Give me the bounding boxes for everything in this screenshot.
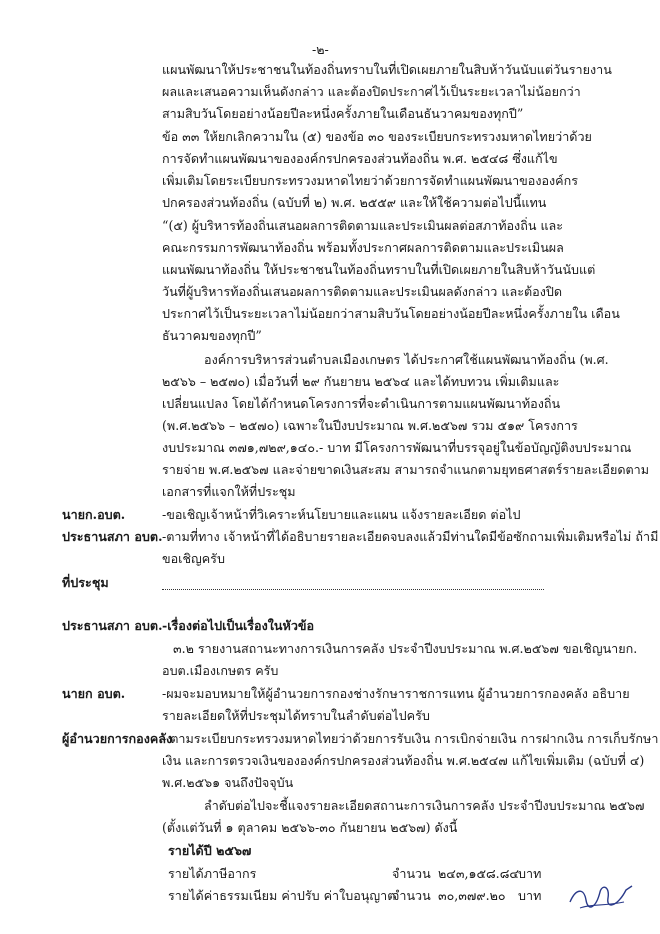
blank-line — [162, 588, 544, 590]
speech-line: -ตามที่ทาง เจ้าหน้าที่ได้อธิบายรายละเอียดจบลงแล้วมีท่านใดมีข้อซักถามเพิ่มเติมหรือไม่ ถ้ามี — [162, 529, 659, 544]
para3-line: คณะกรรมการพัฒนาท้องถิ่น พร้อมทั้งประกาศผลการติดตามและประเมินผล — [162, 240, 564, 255]
para4-line: งบประมาณ ๓๗๑,๗๒๙,๑๔๐.- บาท มีโครงการพัฒนาที่บรรจุอยู่ในข้อบัญญัติงบประมาณ — [162, 440, 632, 455]
para4-line: รายจ่าย พ.ศ.๒๕๖๗ และจ่ายขาดเงินสะสม สามารถจำแนกตามยุทธศาสตร์รายละเอียดตาม — [162, 462, 650, 477]
income-amount: ๓๐,๓๗๙.๒๐ — [438, 888, 506, 903]
agenda-item-title: ๓.๒ รายงานสถานะทางการเงินการคลัง ประจำปีงบประมาณ พ.ศ.๒๕๖๗ ขอเชิญนายก. — [173, 641, 638, 656]
income-unit: บาท — [518, 866, 542, 881]
speech-line: -เรื่องต่อไปเป็นเรื่องในหัวข้อ — [162, 618, 315, 633]
para3-line: ประกาศไว้เป็นระยะเวลาไม่น้อยกว่าสามสิบวันโดยอย่างน้อยปีละหนึ่งครั้งภายใน เดือน — [162, 306, 620, 321]
income-unit: บาท — [518, 888, 542, 903]
para1-line: ผลและเสนอความเห็นดังกล่าว และต้องปิดประกาศไว้เป็นระยะเวลาไม่น้อยกว่า — [162, 84, 581, 99]
income-amount-label: จำนวน — [392, 888, 431, 903]
speech-line: (ตั้งแต่วันที่ ๑ ตุลาคม ๒๕๖๖-๓๐ กันยายน ๒๕๖๗) ดังนี้ — [162, 820, 458, 835]
speech-line: -ผมจะมอบหมายให้ผู้อำนวยการกองช่างรักษาราชการแทน ผู้อำนวยการกองคลัง อธิบาย — [162, 686, 630, 701]
speaker-label: ผู้อำนวยการกองคลัง — [62, 731, 173, 746]
agenda-item-title: อบต.เมืองเกษตร ครับ — [162, 663, 279, 678]
speech-line: ขอเชิญครับ — [162, 551, 225, 566]
para4-line: เอกสารที่แจกให้ที่ประชุม — [162, 484, 296, 499]
income-label: รายได้ภาษีอากร — [168, 866, 257, 881]
speaker-label: ประธานสภา อบต. — [62, 529, 163, 544]
para1-line: แผนพัฒนาให้ประชาชนในท้องถิ่นทราบในที่เปิดเผยภายในสิบห้าวันนับแต่วันรายงาน — [162, 62, 612, 77]
handwritten-signature — [566, 878, 636, 914]
para3-line: “(๕) ผู้บริหารท้องถิ่นเสนอผลการติดตามและประเมินผลต่อสภาท้องถิ่น และ — [162, 218, 564, 233]
para1-line: สามสิบวันโดยอย่างน้อยปีละหนึ่งครั้งภายในเดือนธันวาคมของทุกปี” — [162, 106, 524, 121]
speaker-label: นายก.อบต. — [62, 507, 126, 522]
speaker-label: นายก อบต. — [62, 686, 126, 701]
speaker-label: ประธานสภา อบต. — [62, 618, 163, 633]
para4-line: (พ.ศ.๒๕๖๖ – ๒๕๗๐) เฉพาะในปีงบประมาณ พ.ศ.๒๕๖๗ รวม ๕๑๙ โครงการ — [162, 418, 578, 433]
income-label: รายได้ค่าธรรมเนียม ค่าปรับ ค่าใบอนุญาต — [168, 888, 396, 903]
income-heading: รายได้ปี ๒๕๖๗ — [168, 843, 252, 858]
speech-line: ลำดับต่อไปจะชี้แจงรายละเอียดสถานะการเงินการคลัง ประจำปีงบประมาณ ๒๕๖๗ — [204, 798, 645, 813]
para3-line: ธันวาคมของทุกปี” — [162, 328, 262, 343]
page-number: -๒- — [312, 42, 329, 57]
speech-line: -ขอเชิญเจ้าหน้าที่วิเคราะห์นโยบายและแผน แจ้งรายละเอียด ต่อไป — [162, 507, 521, 522]
para4-line: เปลี่ยนแปลง โดยได้กำหนดโครงการที่จะดำเนินการตามแผนพัฒนาท้องถิ่น — [162, 396, 561, 411]
para2-line: การจัดทำแผนพัฒนาขององค์กรปกครองส่วนท้องถิ่น พ.ศ. ๒๕๔๘ ซึ่งแก้ไข — [162, 151, 558, 166]
speech-line: เงิน และการตรวจเงินขององค์กรปกครองส่วนท้องถิ่น พ.ศ.๒๕๔๗ แก้ไขเพิ่มเติม (ฉบับที่ ๔) — [162, 753, 645, 768]
para2-line: เพิ่มเติมโดยระเบียบกระทรวงมหาดไทยว่าด้วยการจัดทำแผนพัฒนาขององค์กร — [162, 173, 578, 188]
income-amount-label: จำนวน — [392, 866, 431, 881]
para3-line: วันที่ผู้บริหารท้องถิ่นเสนอผลการติดตามและประเมินผลดังกล่าว และต้องปิด — [162, 284, 563, 299]
speaker-label: ที่ประชุม — [62, 575, 109, 590]
income-amount: ๒๔๓,๑๕๘.๘๔ — [438, 866, 519, 881]
para2-line: ปกครองส่วนท้องถิ่น (ฉบับที่ ๒) พ.ศ. ๒๕๕๙ และให้ใช้ความต่อไปนี้แทน — [162, 195, 547, 210]
speech-line: พ.ศ.๒๕๖๑ จนถึงปัจจุบัน — [162, 775, 294, 790]
para2-line: ข้อ ๓๓ ให้ยกเลิกความใน (๕) ของข้อ ๓๐ ของระเบียบกระทรวงมหาดไทยว่าด้วย — [162, 129, 592, 144]
speech-line: - ตามระเบียบกระทรวงมหาดไทยว่าด้วยการรับเงิน การเบิกจ่ายเงิน การฝากเงิน การเก็บรักษา — [162, 731, 659, 746]
para4-line: ๒๕๖๖ – ๒๕๗๐) เมื่อวันที่ ๒๙ กันยายน ๒๕๖๔ และได้ทบทวน เพิ่มเติมและ — [162, 374, 560, 389]
para4-line: องค์การบริหารส่วนตำบลเมืองเกษตร ได้ประกาศใช้แผนพัฒนาท้องถิ่น (พ.ศ. — [204, 352, 609, 367]
para3-line: แผนพัฒนาท้องถิ่น ให้ประชาชนในท้องถิ่นทราบในที่เปิดเผยภายในสิบห้าวันนับแต่ — [162, 262, 596, 277]
speech-line: รายละเอียดให้ที่ประชุมได้ทราบในลำดับต่อไปครับ — [162, 708, 430, 723]
